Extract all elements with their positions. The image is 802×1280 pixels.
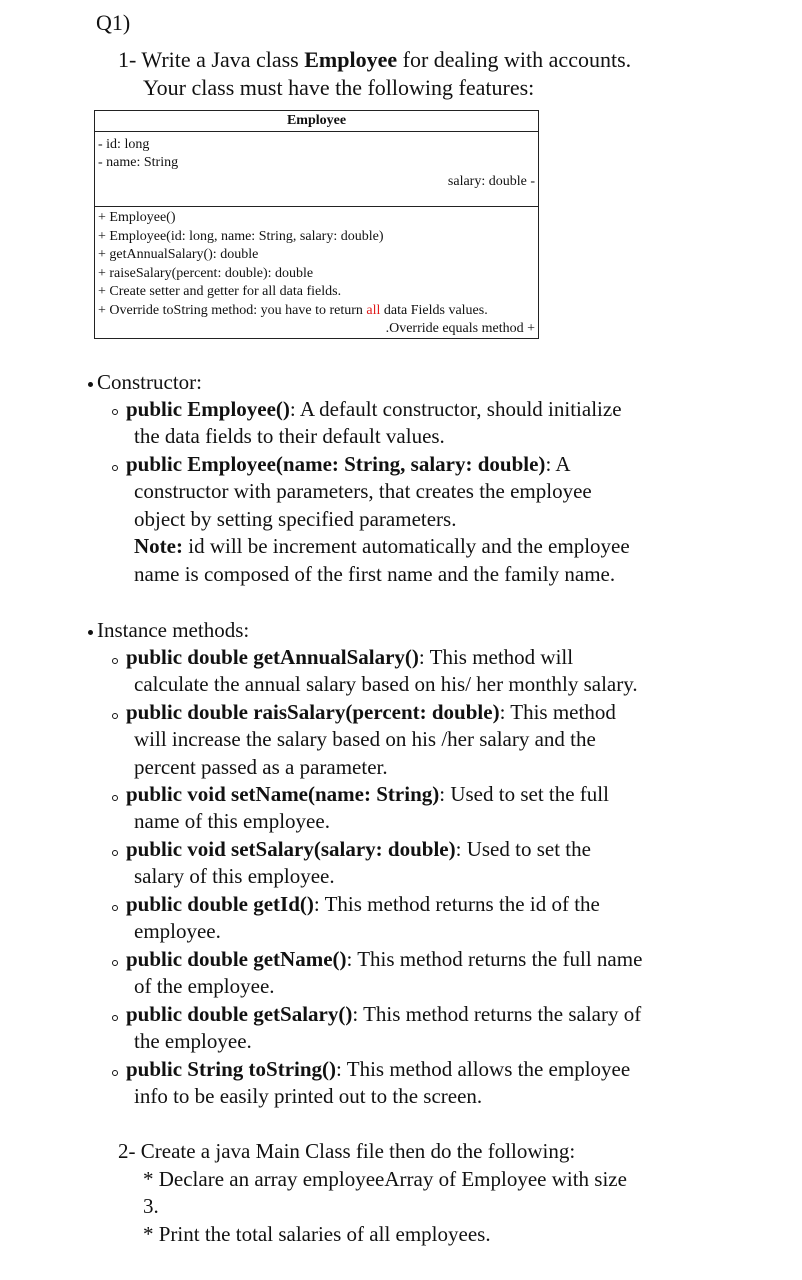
uml-method: + getAnnualSalary(): double [98,247,259,262]
uml-attribute: salary: double - [447,174,535,189]
list-item-cont: percent passed as a parameter. [134,755,388,779]
list-item: public double getId(): This method returns the id of the [126,892,600,916]
uml-divider [95,206,538,207]
list-item: public double raisSalary(percent: double): This method [126,700,616,724]
list-item-cont: will increase the salary based on his /her salary and the [134,727,596,751]
list-item-cont: constructor with parameters, that creates the employee [134,479,592,503]
uml-method-equals: .Override equals method + [385,321,535,336]
bullet-icon [88,382,93,387]
task2-line3: 3. [143,1194,159,1218]
constructor-heading: Constructor: [88,368,202,396]
list-item-cont: calculate the annual salary based on his/ her monthly salary. [134,672,638,696]
list-item-cont: salary of this employee. [134,864,335,888]
circle-bullet-icon [112,1015,118,1021]
bullet-icon [88,630,93,635]
uml-method: + Create setter and getter for all data fields. [98,284,342,299]
uml-attribute: - id: long [98,137,150,152]
note-line: Note: id will be increment automatically and the employee [134,534,630,558]
list-item-cont: the employee. [134,1029,252,1053]
list-item: public String toString(): This method allows the employee [126,1057,631,1081]
list-item-cont: of the employee. [134,974,275,998]
uml-divider [95,131,538,132]
circle-bullet-icon [112,960,118,966]
list-item: public double getAnnualSalary(): This method will [126,645,574,669]
circle-bullet-icon [112,850,118,856]
circle-bullet-icon [112,795,118,801]
task2-line2: * Declare an array employeeArray of Employee with size [143,1167,627,1191]
uml-method: + raiseSalary(percent: double): double [98,266,314,281]
task1-line1: 1- Write a Java class Employee for dealing with accounts. [118,47,632,72]
list-item-cont: employee. [134,919,221,943]
task2-line1: 2- Create a java Main Class file then do the following: [118,1139,576,1163]
circle-bullet-icon [112,1070,118,1076]
uml-class-title: Employee [286,113,347,128]
list-item: public double getName(): This method returns the full name [126,947,643,971]
circle-bullet-icon [112,713,118,719]
circle-bullet-icon [112,409,118,415]
uml-method: + Employee(id: long, name: String, salary: double) [98,229,384,244]
list-item-cont: the data fields to their default values. [134,424,445,448]
uml-attribute: - name: String [98,155,179,170]
list-item-cont: info to be easily printed out to the screen. [134,1084,483,1108]
list-item-cont: name is composed of the first name and the family name. [134,562,616,586]
task1-line2: Your class must have the following features: [143,75,535,100]
list-item: public Employee(name: String, salary: double): A [126,452,571,476]
uml-class-diagram [94,110,539,339]
list-item-cont: object by setting specified parameters. [134,507,457,531]
list-item: public void setSalary(salary: double): Used to set the [126,837,591,861]
uml-method-tostring: + Override toString method: you have to return all data Fields values. [98,303,488,318]
circle-bullet-icon [112,905,118,911]
circle-bullet-icon [112,465,118,471]
circle-bullet-icon [112,658,118,664]
list-item-cont: name of this employee. [134,809,330,833]
question-label: Q1) [96,10,131,35]
list-item: public double getSalary(): This method returns the salary of [126,1002,642,1026]
uml-method: + Employee() [98,210,176,225]
list-item: public void setName(name: String): Used to set the full [126,782,609,806]
task2-line4: * Print the total salaries of all employees. [143,1222,491,1246]
instance-methods-heading: Instance methods: [88,616,249,644]
list-item: public Employee(): A default constructor, should initialize [126,397,622,421]
